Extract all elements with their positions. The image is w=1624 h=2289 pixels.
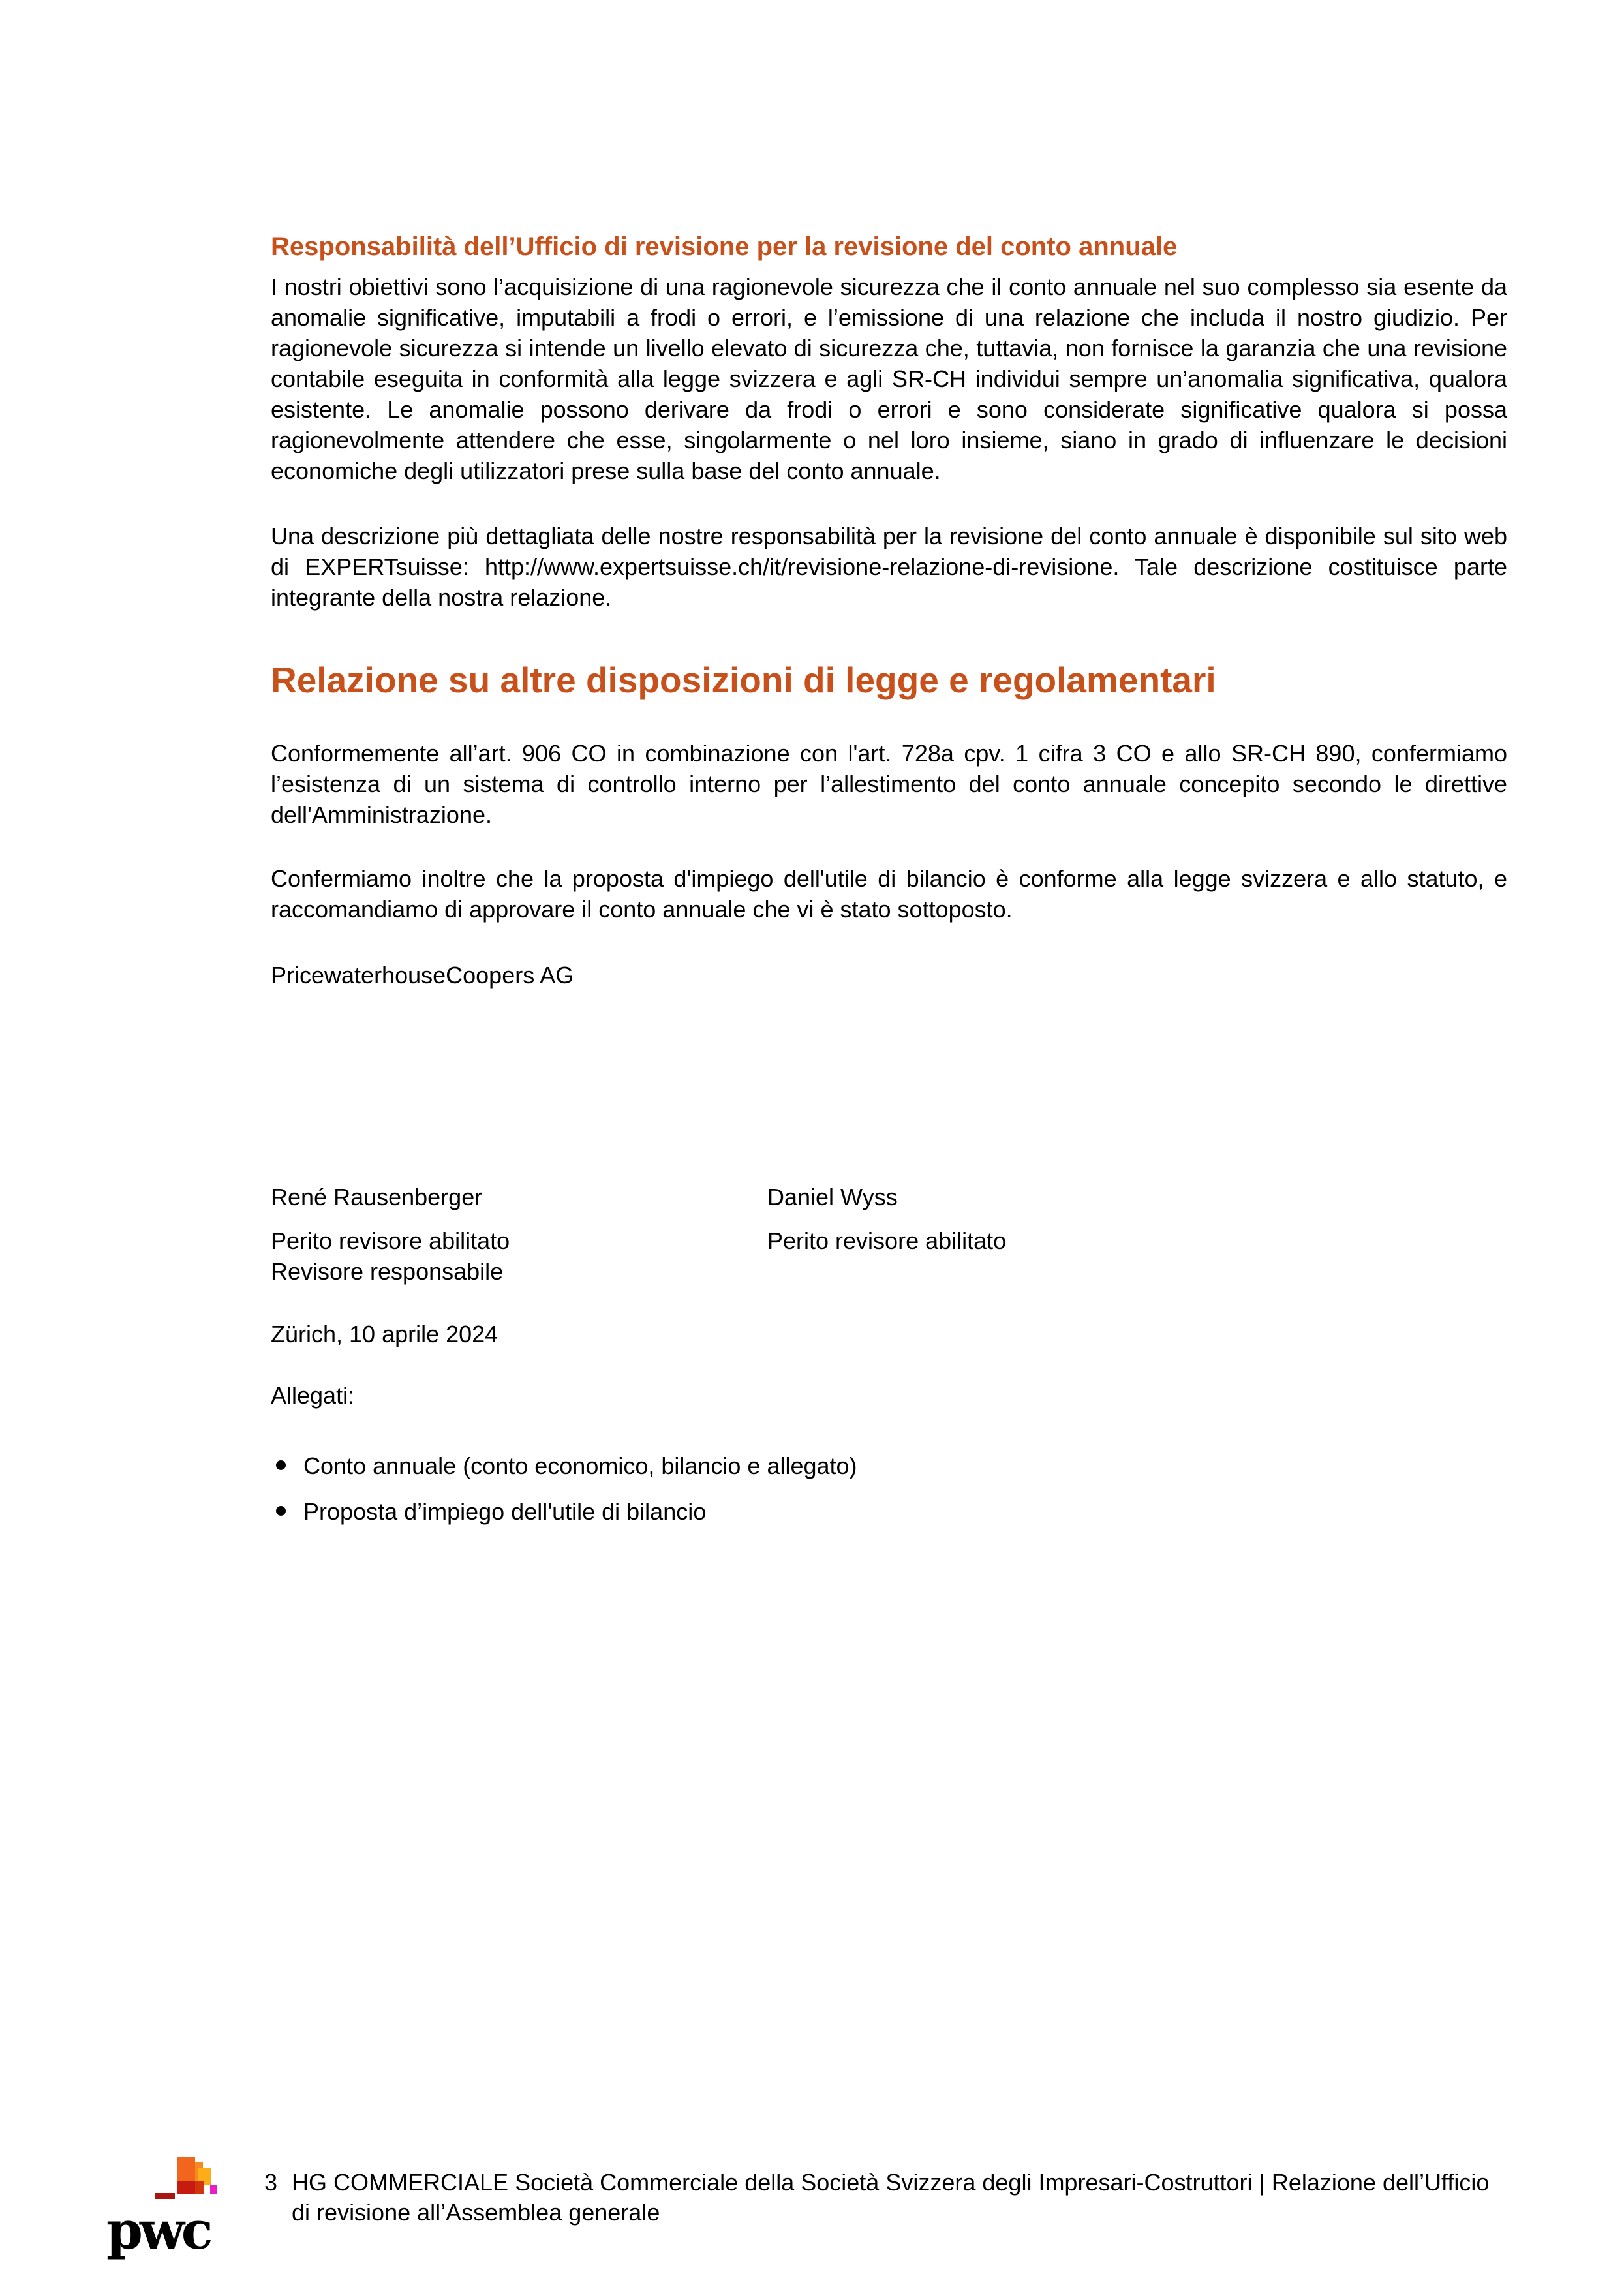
paragraph-other-provisions-2: Confermiamo inoltre che la proposta d'impiego dell'utile di bilancio è conforme alla legge svizzera e allo statuto, e raccomandiamo di approvare il conto annuale che vi è stato sottoposto. (271, 865, 1507, 923)
pwc-logo-block (210, 2185, 217, 2194)
signer-right (767, 1182, 1006, 1287)
pwc-logo-block (155, 2193, 175, 2199)
list-item: Conto annuale (conto economico, bilancio e allegato) (271, 1451, 1507, 1481)
signer-name: René Rausenberger (271, 1184, 483, 1210)
attachments-label: Allegati: (271, 1382, 355, 1409)
section-heading-responsibility: Responsabilità dell’Ufficio di revisione per la revisione del conto annuale (271, 232, 1178, 261)
pwc-wordmark: pwc (106, 2200, 210, 2261)
paragraph-responsibility-2: Una descrizione più dettagliata delle nostre responsabilità per la revisione del conto annuale è disponibile sul sito web di EXPERTsuisse: http://www.expertsuisse.ch/it/revisione-relazione-di-revisione. Tale descrizione costituisce parte integrante della nostra relazione. (271, 523, 1507, 611)
list-item: Proposta d’impiego dell'utile di bilancio (271, 1496, 1507, 1527)
pwc-logo-block (177, 2157, 195, 2181)
signature-block (271, 1182, 1507, 1287)
signer-titles (767, 1225, 1006, 1256)
footer-report-title: HG COMMERCIALE Società Commerciale della Società Svizzera degli Impresari-Costruttori | Relazione dell’Ufficio di revisione all’Assemblea generale (292, 2169, 1490, 2226)
pwc-logo-block (177, 2181, 195, 2194)
section-heading-other-provisions: Relazione su altre disposizioni di legge e regolamentari (271, 660, 1216, 700)
signer-title: Perito revisore abilitato (271, 1227, 510, 1254)
paragraph-responsibility-1: I nostri obiettivi sono l’acquisizione di una ragionevole sicurezza che il conto annuale nel suo complesso sia esente da anomalie significative, imputabili a frodi o errori, e l’emissione di una relazione che includa il nostro giudizio. Per ragionevole sicurezza si intende un livello elevato di sicurezza che, tuttavia, non fornisce la garanzia che una revisione contabile eseguita in conformità alla legge svizzera e agli SR-CH individui sempre un’anomalia significativa, qualora esistente. Le anomalie possono derivare da frodi o errori e sono considerate significative qualora si possa ragionevolmente attendere che esse, singolarmente o nel loro insieme, siano in grado di influenzare le decisioni economiche degli utilizzatori prese sulla base del conto annuale. (271, 273, 1507, 484)
pwc-logo-block (195, 2181, 204, 2194)
audit-firm-name: PricewaterhouseCoopers AG (271, 962, 574, 989)
signer-left (271, 1182, 767, 1287)
place-and-date: Zürich, 10 aprile 2024 (271, 1321, 498, 1347)
report-body (271, 0, 1507, 1527)
signer-name: Daniel Wyss (767, 1184, 898, 1210)
paragraph-other-provisions-1: Conformemente all’art. 906 CO in combinazione con l'art. 728a cpv. 1 cifra 3 CO e allo SR-CH 890, confermiamo l’esistenza di un sistema di controllo interno per l’allestimento del conto annuale concepito secondo le direttive dell'Amministrazione. (271, 740, 1507, 828)
signer-titles (271, 1225, 767, 1287)
page-footer (264, 2168, 1507, 2228)
attachments-list (271, 1451, 1507, 1527)
signer-title: Perito revisore abilitato (767, 1227, 1007, 1254)
page-number: 3 (264, 2169, 278, 2196)
pwc-logo (106, 2153, 224, 2261)
signer-title: Revisore responsabile (271, 1258, 504, 1285)
